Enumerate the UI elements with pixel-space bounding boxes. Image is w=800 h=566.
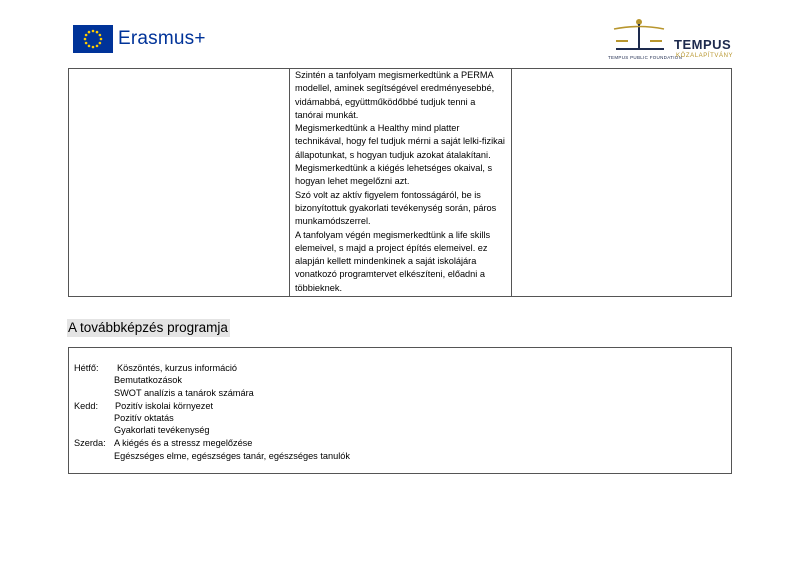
table-cell-left <box>69 69 290 296</box>
paragraph-healthy-mind: Megismerkedtünk a Healthy mind platter technikával, hogy fel tudjuk mérni a saját lelki-fizikai állapotunkat, s hogyan tudjuk azokat átalakítani. <box>295 123 505 160</box>
paragraph-active-attention: Szó volt az aktív figyelem fontosságáról, be is bizonyítottuk gyakorlati tevékenység során, páros munkamódszerrel. <box>295 189 497 227</box>
tempus-kozalapitvany-label: KÖZALAPÍTVÁNY <box>676 53 734 59</box>
tempus-scale-icon <box>606 18 676 54</box>
paragraph-life-skills: A tanfolyam végén megismerkedtünk a life skills elemeivel, s majd a project építés elemeivel. ez alapján kellett mindenkinek a saját iskolájára vonatkozó programtervet elkészíteni, előadni a többieknek. <box>295 229 491 293</box>
day-label-tuesday: Kedd: <box>74 401 99 411</box>
erasmus-plus-logo <box>73 24 206 54</box>
table-cell-right <box>512 69 731 296</box>
program-item: SWOT analízis a tanárok számára <box>114 388 254 398</box>
program-item: Bemutatkozások <box>114 375 182 385</box>
program-item: Pozitív iskolai környezet <box>115 401 214 411</box>
erasmus-label: Erasmus+ <box>118 28 206 49</box>
program-item: Egészséges elme, egészséges tanár, egészséges tanulók <box>114 451 350 461</box>
day-label-monday: Hétfő: <box>74 363 99 373</box>
eu-flag-icon <box>73 25 113 53</box>
eu-stars-icon <box>73 25 113 53</box>
content-table <box>68 68 732 297</box>
program-item: A kiégés és a stressz megelőzése <box>114 438 253 448</box>
program-item: Köszöntés, kurzus információ <box>117 363 237 373</box>
paragraph-burnout: Megismerkedtünk a kiégés lehetséges okaival, s hogyan lehet megelőzni azt. <box>295 163 493 187</box>
tempus-name: TEMPUS <box>674 37 732 52</box>
table-cell-middle <box>290 69 512 296</box>
tempus-logo <box>606 18 736 62</box>
program-box <box>68 347 732 474</box>
program-item: Gyakorlati tevékenység <box>114 425 210 435</box>
program-item: Pozitív oktatás <box>114 413 174 423</box>
tempus-foundation-label: TEMPUS PUBLIC FOUNDATION <box>608 55 683 60</box>
paragraph-perma: Szintén a tanfolyam megismerkedtünk a PERMA modellel, aminek segítségével eredményesebbé, vidámabbá, együttműködőbbé tudjuk tenni a tanórai munkát. <box>295 70 495 120</box>
section-heading: A továbbképzés programja <box>68 320 228 335</box>
day-label-wednesday: Szerda: <box>74 438 106 448</box>
